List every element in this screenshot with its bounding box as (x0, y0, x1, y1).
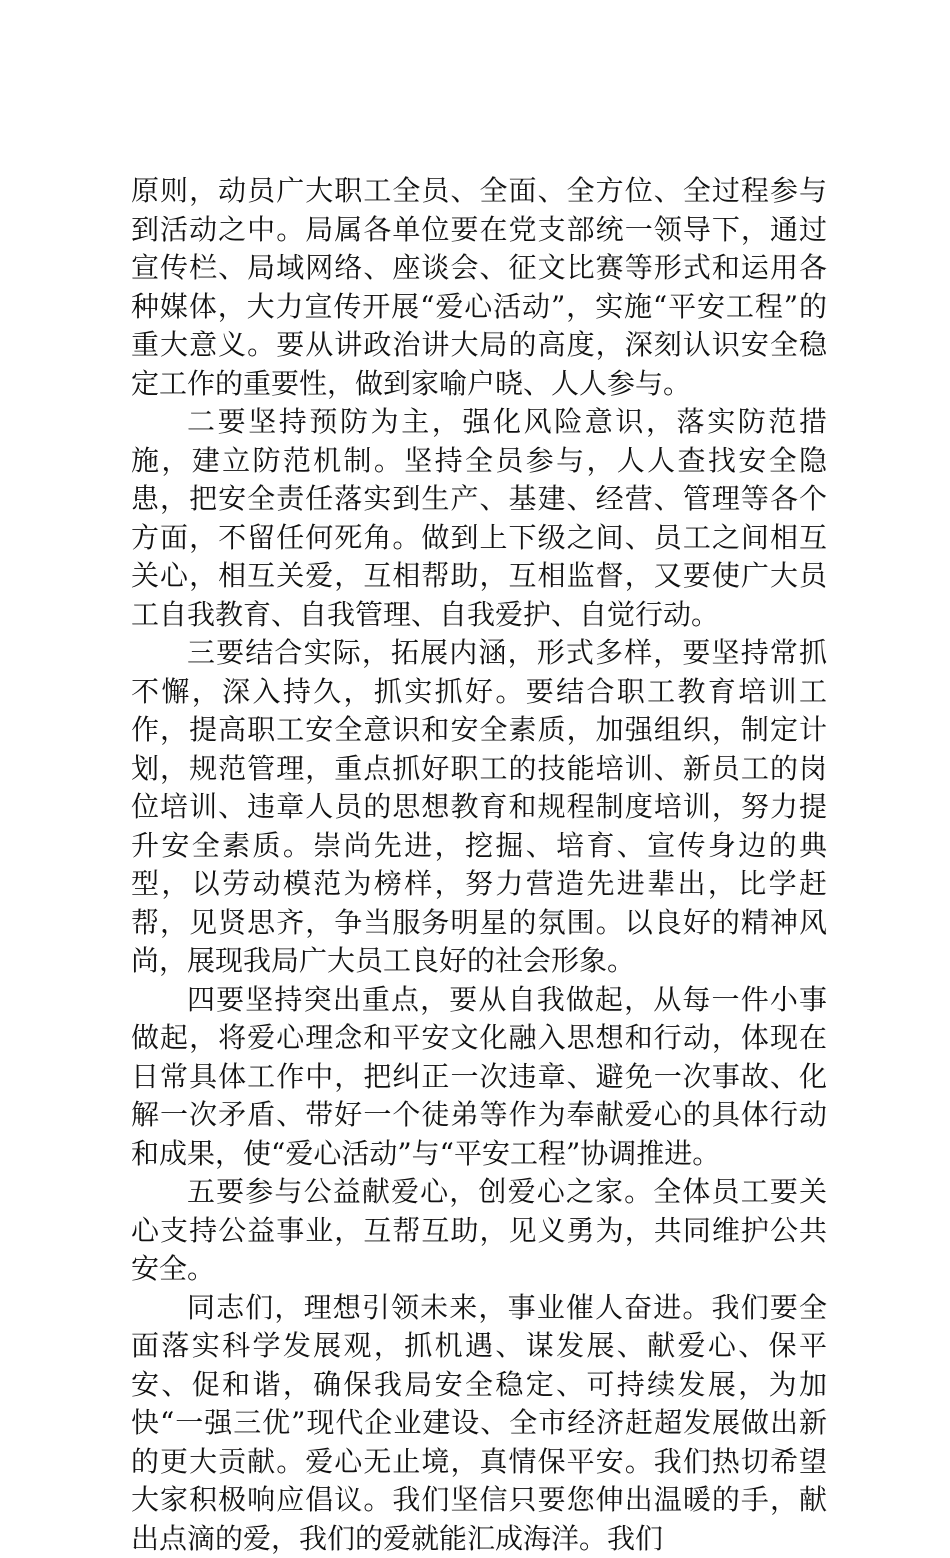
paragraph-5: 五要参与公益献爱心，创爱心之家。全体员工要关心支持公益事业，互帮互助，见义勇为，共同维护公共安全。 (131, 1173, 827, 1289)
paragraph-1: 原则，动员广大职工全员、全面、全方位、全过程参与到活动之中。局属各单位要在党支部统一领导下，通过宣传栏、局域网络、座谈会、征文比赛等形式和运用各种媒体，大力宣传开展“爱心活动”，实施“平安工程”的重大意义。要从讲政治讲大局的高度，深刻认识安全稳定工作的重要性，做到家喻户晓、人人参与。 (131, 172, 827, 403)
paragraph-4: 四要坚持突出重点，要从自我做起，从每一件小事做起，将爱心理念和平安文化融入思想和行动，体现在日常具体工作中，把纠正一次违章、避免一次事故、化解一次矛盾、带好一个徒弟等作为奉献爱心的具体行动和成果，使“爱心活动”与“平安工程”协调推进。 (131, 981, 827, 1174)
paragraph-3: 三要结合实际，拓展内涵，形式多样，要坚持常抓不懈，深入持久，抓实抓好。要结合职工教育培训工作，提高职工安全意识和安全素质，加强组织，制定计划，规范管理，重点抓好职工的技能培训、新员工的岗位培训、违章人员的思想教育和规程制度培训，努力提升安全素质。崇尚先进，挖掘、培育、宣传身边的典型，以劳动模范为榜样，努力营造先进辈出，比学赶帮，见贤思齐，争当服务明星的氛围。以良好的精神风尚，展现我局广大员工良好的社会形象。 (131, 634, 827, 981)
paragraph-6: 同志们，理想引领未来，事业催人奋进。我们要全面落实科学发展观，抓机遇、谋发展、献爱心、保平安、促和谐，确保我局安全稳定、可持续发展，为加快“一强三优”现代企业建设、全市经济赶超发展做出新的更大贡献。爱心无止境，真情保平安。我们热切希望大家积极响应倡议。我们坚信只要您伸出温暖的手，献出点滴的爱，我们的爱就能汇成海洋。我们 (131, 1289, 827, 1558)
paragraph-2: 二要坚持预防为主，强化风险意识，落实防范措施，建立防范机制。坚持全员参与，人人查找安全隐患，把安全责任落实到生产、基建、经营、管理等各个方面，不留任何死角。做到上下级之间、员工之间相互关心，相互关爱，互相帮助，互相监督，又要使广大员工自我教育、自我管理、自我爱护、自觉行动。 (131, 403, 827, 634)
document-body (131, 172, 827, 1558)
